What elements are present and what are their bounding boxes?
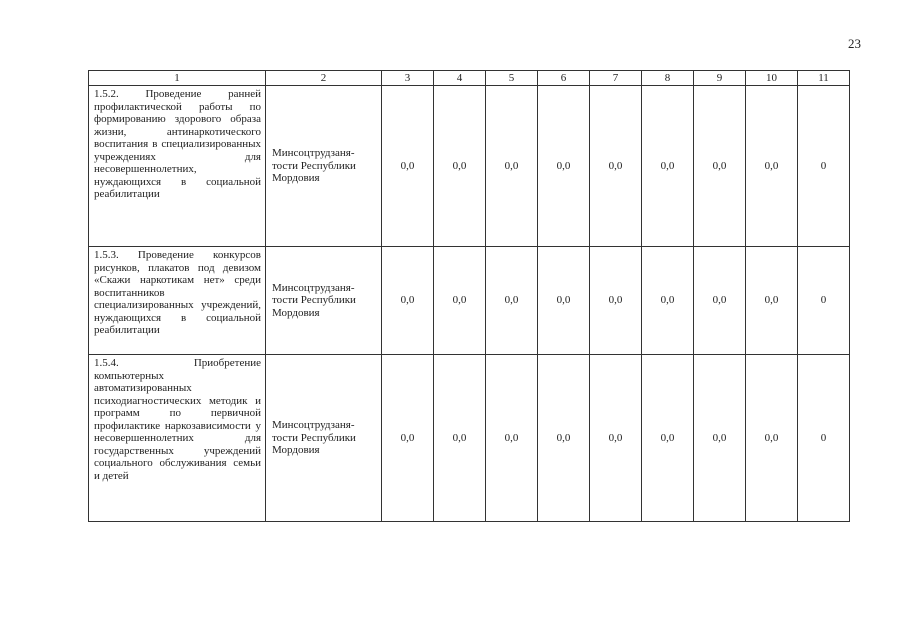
column-header: 7 (590, 71, 642, 86)
value-cell: 0,0 (694, 355, 746, 522)
value-cell: 0,0 (538, 355, 590, 522)
value-cell: 0,0 (590, 247, 642, 355)
column-header: 9 (694, 71, 746, 86)
value-cell: 0,0 (538, 247, 590, 355)
page-number: 23 (848, 36, 861, 51)
value-cell: 0,0 (486, 247, 538, 355)
activity-text: 1.5.4. Приобретение компьютерных автоматизированных психодиагностических методик и программ по первичной профилактике наркозависимости у несовершеннолетних для государственных учреждений социального обслуживания семьи и детей (94, 357, 261, 482)
executor-cell: Минсоцтрудзаня-тости Республики Мордовия (266, 86, 382, 247)
table-row (89, 355, 850, 522)
column-header: 8 (642, 71, 694, 86)
value-cell: 0,0 (382, 247, 434, 355)
column-header: 2 (266, 71, 382, 86)
activity-cell (89, 247, 266, 355)
executor-cell: Минсоцтрудзаня-тости Республики Мордовия (266, 247, 382, 355)
column-header: 6 (538, 71, 590, 86)
activity-cell (89, 355, 266, 522)
value-cell: 0,0 (642, 355, 694, 522)
activity-cell (89, 86, 266, 247)
value-cell: 0,0 (746, 355, 798, 522)
value-cell: 0,0 (642, 247, 694, 355)
value-cell: 0,0 (382, 86, 434, 247)
table-row (89, 86, 850, 247)
value-cell: 0,0 (590, 355, 642, 522)
value-cell: 0,0 (434, 247, 486, 355)
value-cell: 0 (798, 355, 850, 522)
executor-cell: Минсоцтрудзаня-тости Республики Мордовия (266, 355, 382, 522)
value-cell: 0,0 (382, 355, 434, 522)
value-cell: 0,0 (694, 86, 746, 247)
value-cell: 0,0 (694, 247, 746, 355)
value-cell: 0,0 (434, 355, 486, 522)
column-header: 3 (382, 71, 434, 86)
value-cell: 0,0 (746, 86, 798, 247)
value-cell: 0,0 (590, 86, 642, 247)
value-cell: 0 (798, 86, 850, 247)
column-header: 1 (89, 71, 266, 86)
activity-text: 1.5.2. Проведение ранней профилактической работы по формированию здорового образа жизни, антинаркотического воспитания в специализированных учреждениях для несовершеннолетних, нуждающихся в социальной реабилитации (94, 88, 261, 200)
program-table (88, 70, 850, 522)
table-row (89, 247, 850, 355)
value-cell: 0,0 (434, 86, 486, 247)
value-cell: 0 (798, 247, 850, 355)
column-header: 4 (434, 71, 486, 86)
activity-text: 1.5.3. Проведение конкурсов рисунков, плакатов под девизом «Скажи наркотикам нет» среди воспитанников специализированных учреждений, нуждающихся в социальной реабилитации (94, 249, 261, 336)
value-cell: 0,0 (746, 247, 798, 355)
column-header: 11 (798, 71, 850, 86)
value-cell: 0,0 (538, 86, 590, 247)
header-row (89, 71, 850, 86)
column-header: 10 (746, 71, 798, 86)
column-header: 5 (486, 71, 538, 86)
value-cell: 0,0 (486, 86, 538, 247)
value-cell: 0,0 (486, 355, 538, 522)
value-cell: 0,0 (642, 86, 694, 247)
